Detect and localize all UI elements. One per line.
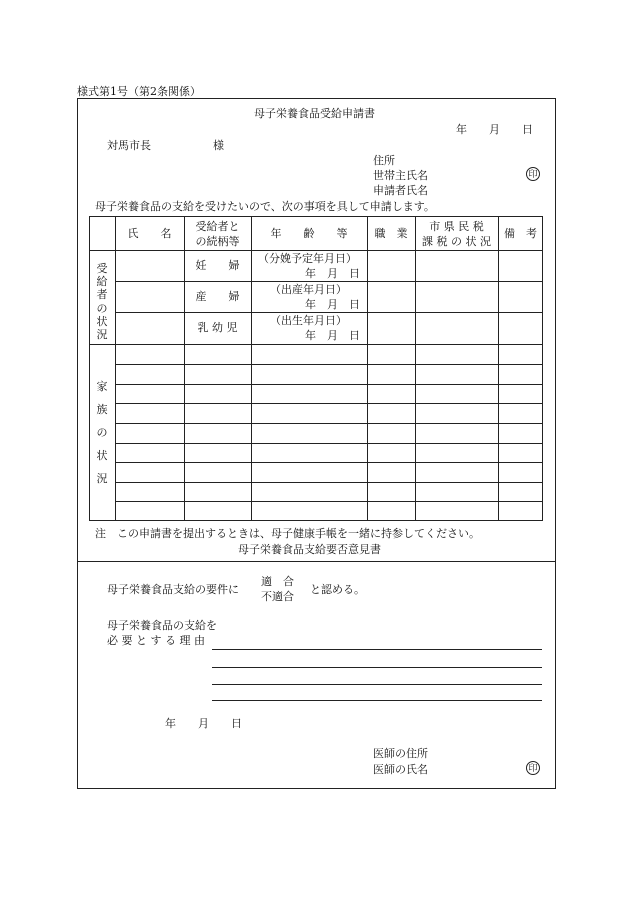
age-note-infant: （出生年月日） [270,314,347,327]
family-section-label: 家 族 の 状 況 [96,380,108,486]
doctor-address-label: 医師の住所 [373,747,428,760]
reason-line [212,684,542,685]
honorific: 様 [213,139,224,152]
intro-text: 母子栄養食品の支給を受けたいので、次の事項を具して申請します。 [95,200,435,213]
age-date-postpartum: 年 月 日 [305,298,360,311]
address-label: 住所 [373,154,395,167]
requirement-text: 母子栄養食品支給の要件に [107,583,239,596]
form-number: 様式第1号（第2条関係） [77,85,201,98]
option-unfit: 不適合 [261,590,294,603]
header-age: 年 齢 等 [270,227,348,240]
opinion-title: 母子栄養食品支給要否意見書 [238,543,381,556]
seal-icon: 印 [526,167,540,181]
opinion-date: 年 月 日 [165,717,242,730]
option-fit: 適 合 [261,575,294,588]
relation-pregnant: 妊 婦 [195,259,240,272]
age-note-postpartum: （出産年月日） [270,283,347,296]
header-relation-line1: 受給者と [195,220,240,233]
relation-postpartum: 産 婦 [195,290,240,303]
header-name: 氏 名 [127,227,172,240]
note-text: 注 この申請書を提出するときは、母子健康手帳を一緒に持参してください。 [95,527,480,540]
doctor-seal-icon: 印 [526,761,540,775]
age-date-pregnant: 年 月 日 [305,267,360,280]
reason-line [212,649,542,650]
recognize-text: と認める。 [310,583,365,596]
header-relation-line2: の続柄等 [195,235,240,248]
household-head-label: 世帯主氏名 [373,169,428,182]
reason-line [212,700,542,701]
reason-label-line1: 母子栄養食品の支給を [107,619,217,632]
form-title: 母子栄養食品受給申請書 [254,107,375,120]
doctor-name-label: 医師の氏名 [373,763,428,776]
addressee: 対馬市長 [107,139,151,152]
age-date-infant: 年 月 日 [305,329,360,342]
reason-line [212,667,542,668]
header-tax-line1: 市 県 民 税 [429,220,484,233]
age-note-pregnant: （分娩予定年月日） [258,252,357,265]
header-occupation: 職 業 [374,227,408,240]
applicant-name-label: 申請者氏名 [373,184,428,197]
relation-infant: 乳 幼 児 [197,321,238,334]
header-tax-line2: 課 税 の 状 況 [422,235,491,248]
header-remarks: 備 考 [504,227,537,240]
recipient-section-label: 受 給 者 の 状 況 [96,262,108,341]
reason-label-line2: 必 要 と す る 理 由 [107,634,205,647]
application-date: 年 月 日 [456,123,533,136]
